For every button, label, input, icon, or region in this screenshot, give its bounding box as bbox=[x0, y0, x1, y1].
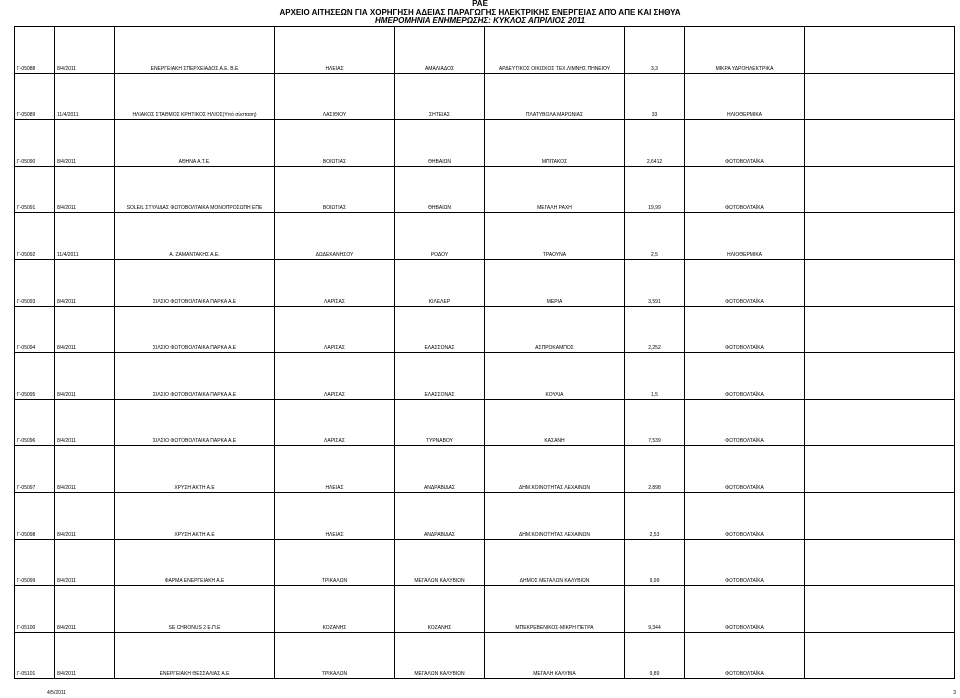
cell-municipality: ΡΟΔΟΥ bbox=[395, 213, 485, 260]
cell-code: Γ-05101 bbox=[15, 632, 55, 679]
cell-prefecture: ΚΟΖΑΝΗΣ bbox=[275, 586, 395, 633]
cell-power: 2,898 bbox=[625, 446, 685, 493]
cell-municipality: ΑΝΔΡΑΒΙΔΑΣ bbox=[395, 446, 485, 493]
cell-company: ΧΡΥΣΗ ΑΚΤΗ Α.Ε bbox=[115, 446, 275, 493]
cell-municipality: ΜΕΓΑΛΩΝ ΚΑΛΥΒΙΩΝ bbox=[395, 539, 485, 586]
cell-company: ΗΛΙΑΚΟΣ ΣΤΑΘΜΟΣ ΚΡΗΤΙΚΟΣ ΗΛΙΟΣ(Υπό σύσταση) bbox=[115, 73, 275, 120]
cell-location: ΠΛΑΤΥΒΟΛΑ ΜΑΡΩΝΙΑΣ bbox=[485, 73, 625, 120]
header-org: ΡΑΕ bbox=[472, 0, 488, 8]
cell-location: ΤΡΑΟΥΝΑ bbox=[485, 213, 625, 260]
cell-company: ΕΝΕΡΓΕΙΑΚΗ ΘΕΣΣΑΛΙΑΣ Α.Ε bbox=[115, 632, 275, 679]
cell-power: 2,5 bbox=[625, 213, 685, 260]
cell-date: 8/4/2011 bbox=[55, 27, 115, 74]
cell-prefecture: ΒΟΙΩΤΙΑΣ bbox=[275, 166, 395, 213]
cell-code: Γ-05092 bbox=[15, 213, 55, 260]
cell-power: 9,99 bbox=[625, 539, 685, 586]
cell-prefecture: ΛΑΡΙΣΑΣ bbox=[275, 399, 395, 446]
cell-location: ΜΠΕΚΡΕΒΕΝΙΚΟΣ-ΜΙΚΡΗ ΠΕΤΡΑ bbox=[485, 586, 625, 633]
table-row bbox=[15, 399, 955, 446]
cell-code: Γ-05100 bbox=[15, 586, 55, 633]
cell-empty bbox=[805, 539, 955, 586]
cell-power: 9,344 bbox=[625, 586, 685, 633]
table-row bbox=[15, 120, 955, 167]
table-row bbox=[15, 306, 955, 353]
table-row bbox=[15, 259, 955, 306]
cell-date: 8/4/2011 bbox=[55, 586, 115, 633]
cell-empty bbox=[805, 120, 955, 167]
cell-location: ΔΗΜ.ΚΟΙΝΟΤΗΤΑΣ ΛΕΧΑΙΝΩΝ bbox=[485, 446, 625, 493]
cell-technology: ΦΩΤΟΒΟΛΤΑΪΚΑ bbox=[685, 166, 805, 213]
cell-technology: ΦΩΤΟΒΟΛΤΑΪΚΑ bbox=[685, 259, 805, 306]
cell-code: Γ-05094 bbox=[15, 306, 55, 353]
cell-technology: ΜΙΚΡΑ ΥΔΡΟΗΛΕΚΤΡΙΚΑ bbox=[685, 27, 805, 74]
cell-empty bbox=[805, 446, 955, 493]
cell-prefecture: ΗΛΕΙΑΣ bbox=[275, 27, 395, 74]
cell-technology: ΗΛΙΟΘΕΡΜΙΚΑ bbox=[685, 213, 805, 260]
cell-municipality: ΑΜΑΛΙΑΔΟΣ bbox=[395, 27, 485, 74]
cell-empty bbox=[805, 586, 955, 633]
cell-municipality: ΑΝΔΡΑΒΙΔΑΣ bbox=[395, 492, 485, 539]
cell-municipality: ΕΛΑΣΣΟΝΑΣ bbox=[395, 306, 485, 353]
cell-company: SE CHRONUS 2 Ε.Π.Ε bbox=[115, 586, 275, 633]
cell-power: 19,99 bbox=[625, 166, 685, 213]
cell-location: ΜΕΡΙΑ bbox=[485, 259, 625, 306]
applications-table bbox=[14, 26, 955, 679]
table-row bbox=[15, 353, 955, 400]
cell-code: Γ-05091 bbox=[15, 166, 55, 213]
table-row bbox=[15, 632, 955, 679]
cell-technology: ΗΛΙΟΘΕΡΜΙΚΑ bbox=[685, 73, 805, 120]
cell-technology: ΦΩΤΟΒΟΛΤΑΪΚΑ bbox=[685, 492, 805, 539]
cell-prefecture: ΤΡΙΚΑΛΩΝ bbox=[275, 632, 395, 679]
cell-company: ΣΙΛΣΙΟ ΦΩΤΟΒΟΛΤΑΙΚΑ ΠΑΡΚΑ Α.Ε bbox=[115, 259, 275, 306]
cell-date: 8/4/2011 bbox=[55, 306, 115, 353]
cell-prefecture: ΛΑΣΙΘΙΟΥ bbox=[275, 73, 395, 120]
cell-power: 2,6412 bbox=[625, 120, 685, 167]
cell-location: ΚΟΥΛΙΑ bbox=[485, 353, 625, 400]
cell-municipality: ΘΗΒΑΙΩΝ bbox=[395, 120, 485, 167]
cell-date: 8/4/2011 bbox=[55, 446, 115, 493]
document-header bbox=[0, 0, 960, 26]
cell-prefecture: ΛΑΡΙΣΑΣ bbox=[275, 353, 395, 400]
cell-location: ΔΗΜ.ΚΟΙΝΟΤΗΤΑΣ ΛΕΧΑΙΝΩΝ bbox=[485, 492, 625, 539]
cell-municipality: ΚΙΛΕΛΕΡ bbox=[395, 259, 485, 306]
cell-technology: ΦΩΤΟΒΟΛΤΑΪΚΑ bbox=[685, 306, 805, 353]
cell-location: ΑΡΔΕΥΤΙΚΟΣ ΟΙΚΙΣΚΟΣ ΤΕΧ.ΛΙΜΝΗΣ ΠΗΝΕΙΟΥ bbox=[485, 27, 625, 74]
cell-company: ΦΑΡΜΑ ΕΝΕΡΓΕΙΑΚΗ Α.Ε bbox=[115, 539, 275, 586]
cell-code: Γ-05098 bbox=[15, 492, 55, 539]
cell-prefecture: ΒΟΙΩΤΙΑΣ bbox=[275, 120, 395, 167]
cell-power: 2,53 bbox=[625, 492, 685, 539]
cell-prefecture: ΛΑΡΙΣΑΣ bbox=[275, 259, 395, 306]
cell-empty bbox=[805, 353, 955, 400]
table-body bbox=[15, 27, 955, 679]
cell-company: ΑΘΗΝΑ Α.Τ.Ε. bbox=[115, 120, 275, 167]
cell-date: 8/4/2011 bbox=[55, 492, 115, 539]
cell-empty bbox=[805, 399, 955, 446]
cell-technology: ΦΩΤΟΒΟΛΤΑΪΚΑ bbox=[685, 120, 805, 167]
cell-company: Α. ΖΑΜΑΝΤΑΚΗΣ Α.Ε. bbox=[115, 213, 275, 260]
cell-empty bbox=[805, 166, 955, 213]
cell-municipality: ΕΛΑΣΣΟΝΑΣ bbox=[395, 353, 485, 400]
cell-power: 33 bbox=[625, 73, 685, 120]
table-row bbox=[15, 446, 955, 493]
cell-empty bbox=[805, 492, 955, 539]
cell-date: 8/4/2011 bbox=[55, 539, 115, 586]
cell-code: Γ-05088 bbox=[15, 27, 55, 74]
cell-company: ΣΙΛΣΙΟ ΦΩΤΟΒΟΛΤΑΙΚΑ ΠΑΡΚΑ Α.Ε bbox=[115, 353, 275, 400]
cell-municipality: ΣΗΤΕΙΑΣ bbox=[395, 73, 485, 120]
cell-company: ΣΙΛΣΙΟ ΦΩΤΟΒΟΛΤΑΙΚΑ ΠΑΡΚΑ Α.Ε bbox=[115, 399, 275, 446]
cell-technology: ΦΩΤΟΒΟΛΤΑΪΚΑ bbox=[685, 353, 805, 400]
cell-empty bbox=[805, 73, 955, 120]
cell-location: ΜΕΓΑΛΗ ΡΑΧΗ bbox=[485, 166, 625, 213]
cell-date: 8/4/2011 bbox=[55, 120, 115, 167]
cell-company: ΣΙΛΣΙΟ ΦΩΤΟΒΟΛΤΑΙΚΑ ΠΑΡΚΑ Α.Ε bbox=[115, 306, 275, 353]
table-row bbox=[15, 586, 955, 633]
cell-code: Γ-05090 bbox=[15, 120, 55, 167]
cell-technology: ΦΩΤΟΒΟΛΤΑΪΚΑ bbox=[685, 632, 805, 679]
cell-code: Γ-05096 bbox=[15, 399, 55, 446]
cell-power: 3,591 bbox=[625, 259, 685, 306]
cell-code: Γ-05099 bbox=[15, 539, 55, 586]
cell-location: ΜΠΙΤΑΚΟΣ bbox=[485, 120, 625, 167]
cell-power: 7,539 bbox=[625, 399, 685, 446]
cell-municipality: ΜΕΓΑΛΩΝ ΚΑΛΥΒΙΩΝ bbox=[395, 632, 485, 679]
cell-date: 8/4/2011 bbox=[55, 166, 115, 213]
cell-date: 11/4/2011 bbox=[55, 73, 115, 120]
cell-code: Γ-05097 bbox=[15, 446, 55, 493]
cell-prefecture: ΤΡΙΚΑΛΩΝ bbox=[275, 539, 395, 586]
cell-date: 8/4/2011 bbox=[55, 632, 115, 679]
cell-power: 1,5 bbox=[625, 353, 685, 400]
page-number: 3 bbox=[953, 690, 956, 696]
cell-prefecture: ΗΛΕΙΑΣ bbox=[275, 446, 395, 493]
cell-empty bbox=[805, 259, 955, 306]
cell-technology: ΦΩΤΟΒΟΛΤΑΪΚΑ bbox=[685, 539, 805, 586]
cell-date: 8/4/2011 bbox=[55, 353, 115, 400]
table-row bbox=[15, 27, 955, 74]
table-row bbox=[15, 73, 955, 120]
header-title: ΑΡΧΕΙΟ ΑΙΤΗΣΕΩΝ ΓΙΑ ΧΟΡΗΓΗΣΗ ΑΔΕΙΑΣ ΠΑΡΑΓΩΓΗΣ ΗΛΕΚΤΡΙΚΗΣ ΕΝΕΡΓΕΙΑΣ ΑΠΌ ΑΠΕ ΚΑΙ ΣΗΘΥΑ bbox=[279, 7, 681, 17]
cell-empty bbox=[805, 632, 955, 679]
table-row bbox=[15, 492, 955, 539]
cell-technology: ΦΩΤΟΒΟΛΤΑΪΚΑ bbox=[685, 446, 805, 493]
header-update-date: ΗΜΕΡΟΜΗΝΙΑ ΕΝΗΜΕΡΩΣΗΣ: ΚΥΚΛΟΣ ΑΠΡΙΛΙΟΣ 2011 bbox=[375, 16, 585, 25]
cell-municipality: ΘΗΒΑΙΩΝ bbox=[395, 166, 485, 213]
footer-date: 4/5/2011 bbox=[47, 690, 67, 696]
cell-location: ΑΣΠΡΟΚΑΜΠΟΣ bbox=[485, 306, 625, 353]
cell-company: ΧΡΥΣΗ ΑΚΤΗ Α.Ε bbox=[115, 492, 275, 539]
cell-prefecture: ΗΛΕΙΑΣ bbox=[275, 492, 395, 539]
cell-power: 3,3 bbox=[625, 27, 685, 74]
cell-company: SOLEIL ΣΤΥΛΙΔΑΣ ΦΩΤΟΒΟΛΤΑΙΚΑ ΜΟΝΟΠΡΟΣΩΠΗ ΕΠΕ bbox=[115, 166, 275, 213]
cell-code: Γ-05089 bbox=[15, 73, 55, 120]
cell-location: ΚΑΣΑΝΗ bbox=[485, 399, 625, 446]
cell-technology: ΦΩΤΟΒΟΛΤΑΪΚΑ bbox=[685, 399, 805, 446]
cell-company: ΕΝΕΡΓΕΙΑΚΗ ΣΠΕΡΧΕΙΑΔΟΣ Α.Ε. Β.Ε bbox=[115, 27, 275, 74]
cell-power: 2,252 bbox=[625, 306, 685, 353]
cell-code: Γ-05093 bbox=[15, 259, 55, 306]
cell-code: Γ-05095 bbox=[15, 353, 55, 400]
cell-municipality: ΤΥΡΝΑΒΟΥ bbox=[395, 399, 485, 446]
cell-empty bbox=[805, 27, 955, 74]
table-row bbox=[15, 213, 955, 260]
cell-date: 8/4/2011 bbox=[55, 259, 115, 306]
cell-date: 8/4/2011 bbox=[55, 399, 115, 446]
table-row bbox=[15, 539, 955, 586]
cell-empty bbox=[805, 306, 955, 353]
cell-prefecture: ΛΑΡΙΣΑΣ bbox=[275, 306, 395, 353]
cell-technology: ΦΩΤΟΒΟΛΤΑΪΚΑ bbox=[685, 586, 805, 633]
table-row bbox=[15, 166, 955, 213]
cell-location: ΔΗΜΟΣ ΜΕΓΑΛΩΝ ΚΑΛΥΒΙΩΝ bbox=[485, 539, 625, 586]
cell-municipality: ΚΟΖΑΝΗΣ bbox=[395, 586, 485, 633]
cell-empty bbox=[805, 213, 955, 260]
cell-power: 9,89 bbox=[625, 632, 685, 679]
cell-date: 11/4/2011 bbox=[55, 213, 115, 260]
cell-location: ΜΕΓΑΛΗ ΚΑΛΥΒΙΑ bbox=[485, 632, 625, 679]
cell-prefecture: ΔΩΔΕΚΑΝΗΣΟΥ bbox=[275, 213, 395, 260]
